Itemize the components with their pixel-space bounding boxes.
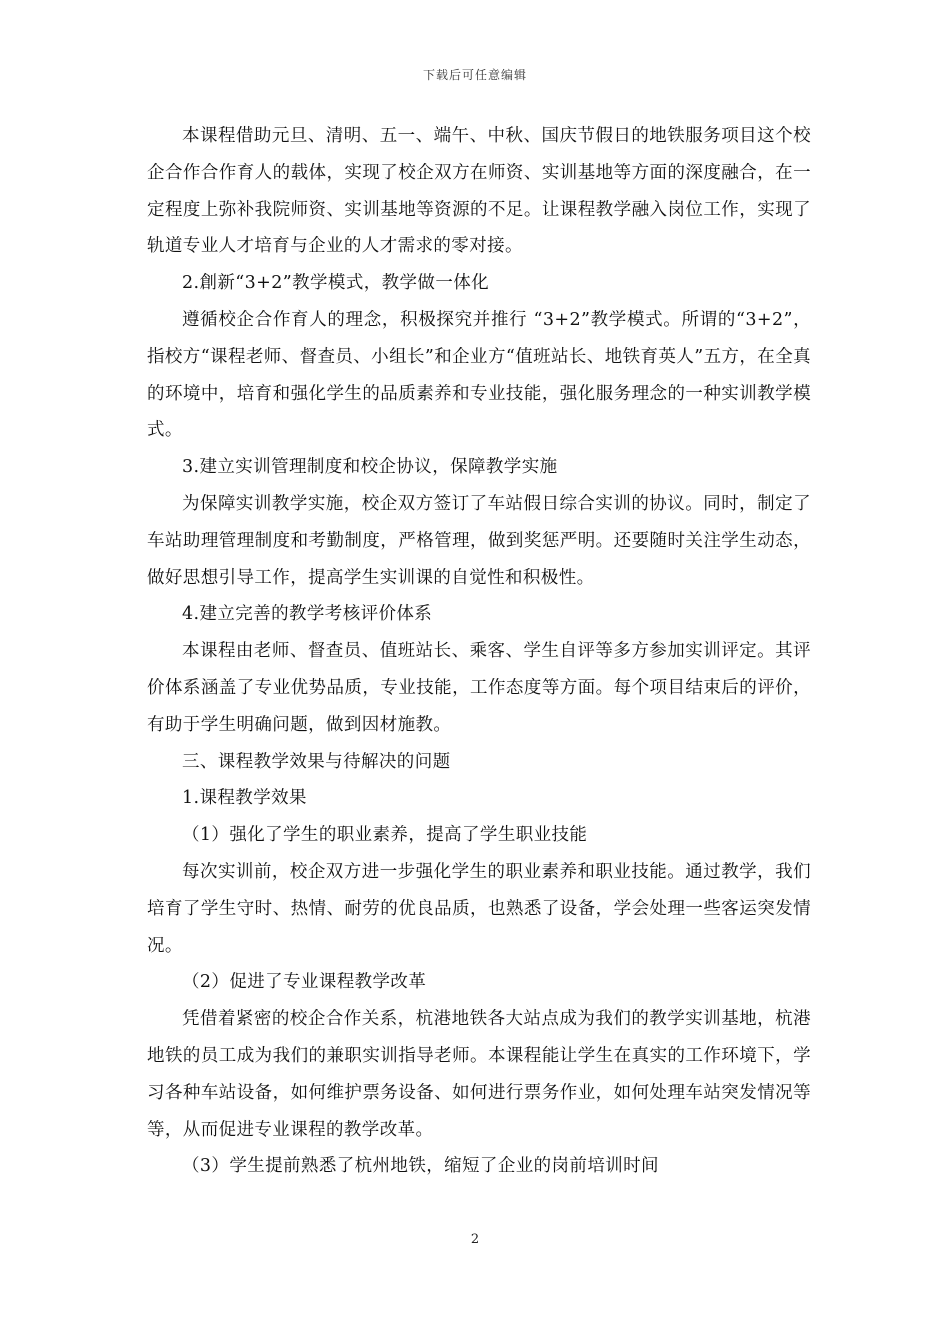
heading-evaluation-system: 4.建立完善的教学考核评价体系 bbox=[182, 604, 433, 625]
heading-effect-3: （3）学生提前熟悉了杭州地铁，缩短了企业的岗前培训时间 bbox=[182, 1156, 659, 1177]
heading-effect-1: （1）强化了学生的职业素养，提高了学生职业技能 bbox=[182, 825, 588, 846]
heading-teaching-effect: 1.课程教学效果 bbox=[182, 788, 307, 809]
paragraph-evaluation-system: 本课程由老师、督查员、值班站长、乘客、学生自评等多方参加实训评定。其评价体系涵盖了专业优势品质，专业技能，工作态度等方面。每个项目结束后的评价，有助于学生明确问题，做到因材施教。 bbox=[147, 641, 811, 735]
paragraph-3plus2-model: 遵循校企合作育人的理念，积极探究并推行 “3+2”教学模式。所谓的“3+2”，指校方“课程老师、督查员、小组长”和企业方“值班站长、地铁育英人”五方，在全真的环境中，培育和强化学生的品质素养和专业技能，强化服务理念的一种实训教学模式。 bbox=[147, 309, 811, 441]
page-header: 下载后可任意编辑 bbox=[422, 68, 527, 82]
heading-effect-2: （2）促进了专业课程教学改革 bbox=[182, 972, 427, 993]
paragraph-intro: 本课程借助元旦、清明、五一、端午、中秋、国庆节假日的地铁服务项目这个校企合作合作育人的载体，实现了校企双方在师资、实训基地等方面的深度融合，在一定程度上弥补我院师资、实训基地等资源的不足。让课程教学融入岗位工作，实现了轨道专业人才培育与企业的人才需求的零对接。 bbox=[147, 126, 811, 257]
paragraph-effect-2: 凭借着紧密的校企合作关系，杭港地铁各大站点成为我们的教学实训基地，杭港地铁的员工成为我们的兼职实训指导老师。本课程能让学生在真实的工作环境下，学习各种车站设备，如何维护票务设备、如何进行票务作业，如何处理车站突发情况等等，从而促进专业课程的教学改革。 bbox=[147, 1009, 811, 1140]
document-body bbox=[147, 118, 811, 1185]
paragraph-effect-1: 每次实训前，校企双方进一步强化学生的职业素养和职业技能。通过教学，我们培育了学生守时、热情、耐劳的优良品质，也熟悉了设备，学会处理一些客运突发情况。 bbox=[147, 861, 811, 956]
paragraph-management-system: 为保障实训教学实施，校企双方签订了车站假日综合实训的协议。同时，制定了车站助理管理制度和考勤制度，严格管理，做到奖惩严明。还要随时关注学生动态，做好思想引导工作，提高学生实训课的自觉性和积极性。 bbox=[147, 493, 811, 588]
heading-management-system: 3.建立实训管理制度和校企协议，保障教学实施 bbox=[182, 457, 558, 478]
heading-section-three: 三、课程教学效果与待解决的问题 bbox=[182, 751, 451, 772]
heading-3plus2-model: 2.創新“3+2”教学模式，教学做一体化 bbox=[182, 273, 490, 294]
page-number: 2 bbox=[470, 1232, 480, 1247]
